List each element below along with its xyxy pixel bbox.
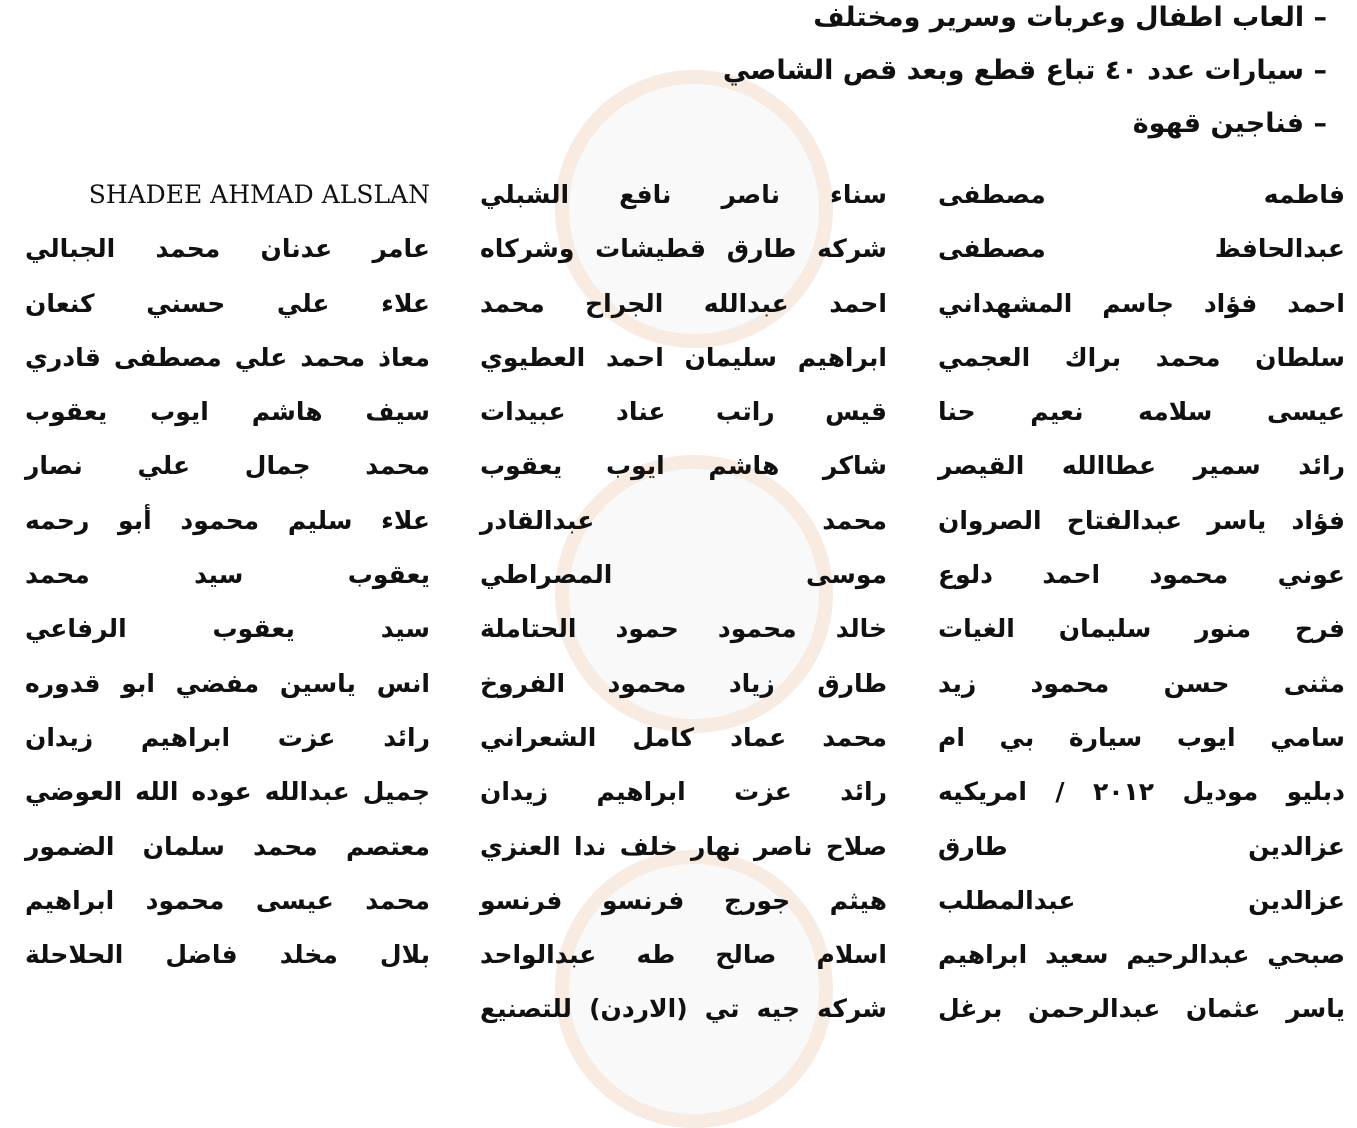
name-entry: عيسى سلامه نعيم حنا: [938, 397, 1345, 427]
name-entry: احمد فؤاد جاسم المشهداني: [938, 288, 1345, 318]
name-entry: محمد عيسى محمود ابراهيم: [25, 885, 430, 915]
name-entry: محمد عماد كامل الشعراني: [480, 722, 887, 752]
name-entry: ابراهيم سليمان احمد العطيوي: [480, 342, 887, 372]
header-item: – سيارات عدد ٤٠ تباع قطع وبعد قص الشاصي: [722, 55, 1327, 86]
name-entry: سيف هاشم ايوب يعقوب: [25, 397, 430, 427]
name-entry: محمد عبدالقادر: [480, 505, 887, 535]
english-name: SHADEE AHMAD ALSLAN: [88, 180, 430, 209]
name-entry: قيس راتب عناد عبيدات: [480, 397, 887, 427]
name-entry: علاء سليم محمود أبو رحمه: [25, 505, 430, 535]
name-entry: طارق زياد محمود الفروخ: [480, 668, 887, 698]
name-entry: فؤاد ياسر عبدالفتاح الصروان: [938, 505, 1345, 535]
name-entry: موسى المصراطي: [480, 560, 887, 590]
name-entry: جميل عبدالله عوده الله العوضي: [25, 777, 430, 807]
names-column-left: [25, 168, 430, 982]
name-entry: صبحي عبدالرحيم سعيد ابراهيم: [938, 940, 1345, 970]
header-item: – فناجين قهوة: [1132, 108, 1327, 139]
name-entry: فرح منور سليمان الغيات: [938, 614, 1345, 644]
header-item: – العاب اطفال وعربات وسرير ومختلف: [813, 2, 1327, 33]
name-entry: عوني محمود احمد دلوع: [938, 560, 1345, 590]
name-entry: فاطمه مصطفى: [938, 180, 1345, 209]
name-entry: مثنى حسن محمود زيد: [938, 668, 1345, 698]
name-entry: عبدالحافظ مصطفى: [938, 234, 1345, 264]
name-entry: سناء ناصر نافع الشبلي: [480, 180, 887, 209]
name-entry: صلاح ناصر نهار خلف ندا العنزي: [480, 831, 887, 861]
name-entry: رائد عزت ابراهيم زيدان: [480, 777, 887, 807]
name-entry: محمد جمال علي نصار: [25, 451, 430, 481]
name-entry: بلال مخلد فاضل الحلاحلة: [25, 940, 430, 970]
name-entry: شاكر هاشم ايوب يعقوب: [480, 451, 887, 481]
name-entry: اسلام صالح طه عبدالواحد: [480, 940, 887, 970]
name-entry: دبليو موديل ٢٠١٢ / امريكيه: [938, 777, 1345, 807]
name-entry: عزالدين طارق: [938, 831, 1345, 861]
name-entry: ياسر عثمان عبدالرحمن برغل: [938, 994, 1345, 1024]
name-entry: هيثم جورج فرنسو فرنسو: [480, 885, 887, 915]
name-entry: انس ياسين مفضي ابو قدوره: [25, 668, 430, 698]
name-entry: عزالدين عبدالمطلب: [938, 885, 1345, 915]
name-entry: شركه جيه تي (الاردن) للتصنيع: [480, 994, 887, 1024]
name-entry: يعقوب سيد محمد: [25, 560, 430, 590]
name-entry: خالد محمود حمود الحتاملة: [480, 614, 887, 644]
name-entry: معتصم محمد سلمان الضمور: [25, 831, 430, 861]
name-entry: سيد يعقوب الرفاعي: [25, 614, 430, 644]
name-entry: احمد عبدالله الجراح محمد: [480, 288, 887, 318]
name-entry: معاذ محمد علي مصطفى قادري: [25, 342, 430, 372]
name-entry: علاء علي حسني كنعان: [25, 288, 430, 318]
name-entry: رائد سمير عطاالله القيصر: [938, 451, 1345, 481]
name-entry: سامي ايوب سيارة بي ام: [938, 722, 1345, 752]
name-entry: سلطان محمد براك العجمي: [938, 342, 1345, 372]
names-column-middle: [480, 168, 887, 1037]
name-entry: رائد عزت ابراهيم زيدان: [25, 722, 430, 752]
name-entry: عامر عدنان محمد الجبالي: [25, 234, 430, 264]
names-column-right: [938, 168, 1345, 1037]
name-entry: شركه طارق قطيشات وشركاه: [480, 234, 887, 264]
